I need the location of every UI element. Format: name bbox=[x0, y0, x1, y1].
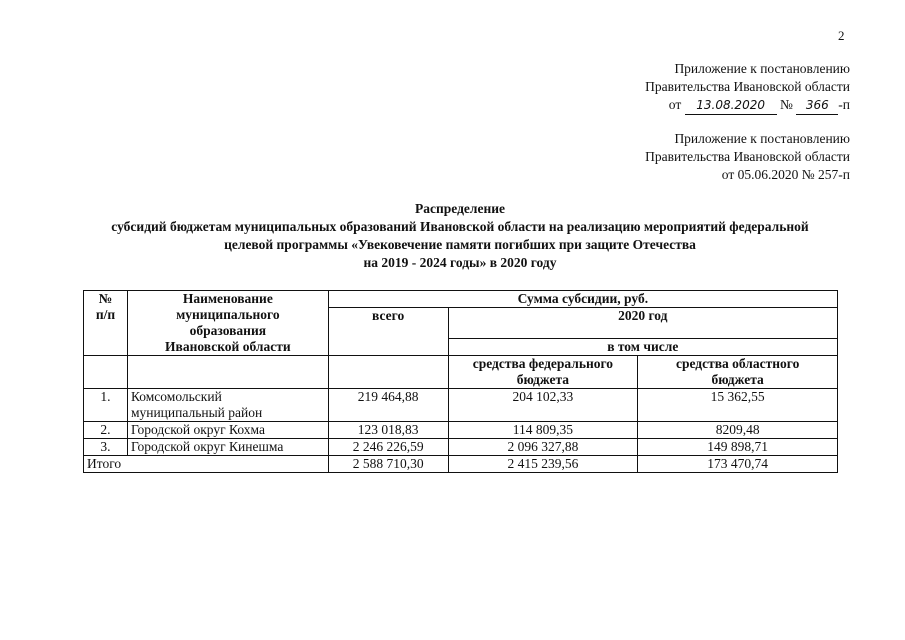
header-name-cont bbox=[127, 356, 328, 389]
row-num: 3. bbox=[84, 439, 128, 456]
totals-row bbox=[84, 456, 838, 473]
row-name: Городской округ Кинешма bbox=[127, 439, 328, 456]
totals-label: Итого bbox=[84, 456, 329, 473]
totals-total: 2 588 710,30 bbox=[328, 456, 448, 473]
row-federal: 114 809,35 bbox=[448, 422, 638, 439]
from-label: от bbox=[668, 97, 682, 112]
row-name: Городской округ Кохма bbox=[127, 422, 328, 439]
title-line4: на 2019 - 2024 годы» в 2020 году bbox=[363, 255, 557, 270]
row-regional: 8209,48 bbox=[638, 422, 838, 439]
appendix-current-line2: Правительства Ивановской области bbox=[645, 79, 850, 94]
row-num: 2. bbox=[84, 422, 128, 439]
appendix-current bbox=[645, 60, 850, 115]
title-line2: субсидий бюджетам муниципальных образований Ивановской области на реализацию мероприятий федеральной bbox=[111, 219, 809, 234]
appendix-previous-line1: Приложение к постановлению bbox=[674, 131, 850, 146]
header-year: 2020 год bbox=[448, 308, 837, 339]
handwritten-date: 13.08.2020 bbox=[685, 96, 777, 115]
document-title bbox=[60, 200, 860, 272]
title-line3: целевой программы «Увековечение памяти погибших при защите Отечества bbox=[224, 237, 696, 252]
number-label: № bbox=[780, 97, 793, 112]
header-federal: средства федерального бюджета bbox=[448, 356, 638, 389]
appendix-previous-line2: Правительства Ивановской области bbox=[645, 149, 850, 164]
row-name: Комсомольский муниципальный район bbox=[127, 389, 328, 422]
row-total: 219 464,88 bbox=[328, 389, 448, 422]
appendix-previous-line3: от 05.06.2020 № 257-п bbox=[721, 167, 850, 182]
header-total: всего bbox=[328, 308, 448, 356]
row-federal: 2 096 327,88 bbox=[448, 439, 638, 456]
table-row bbox=[84, 439, 838, 456]
header-including: в том числе bbox=[448, 339, 837, 356]
appendix-previous bbox=[645, 130, 850, 184]
table-row bbox=[84, 389, 838, 422]
subsidy-table bbox=[83, 290, 838, 473]
appendix-current-line3 bbox=[645, 96, 850, 115]
row-federal: 204 102,33 bbox=[448, 389, 638, 422]
totals-regional: 173 470,74 bbox=[638, 456, 838, 473]
row-total: 123 018,83 bbox=[328, 422, 448, 439]
page-number: 2 bbox=[838, 28, 845, 43]
handwritten-number: 366 bbox=[796, 96, 838, 115]
table-row bbox=[84, 422, 838, 439]
row-regional: 15 362,55 bbox=[638, 389, 838, 422]
totals-federal: 2 415 239,56 bbox=[448, 456, 638, 473]
header-name: Наименование муниципального образования Ивановской области bbox=[127, 291, 328, 356]
number-suffix: -п bbox=[838, 97, 850, 112]
title-line1: Распределение bbox=[414, 201, 506, 216]
header-num-cont bbox=[84, 356, 128, 389]
row-total: 2 246 226,59 bbox=[328, 439, 448, 456]
appendix-current-line1: Приложение к постановлению bbox=[674, 61, 850, 76]
row-regional: 149 898,71 bbox=[638, 439, 838, 456]
row-num: 1. bbox=[84, 389, 128, 422]
header-num: № п/п bbox=[84, 291, 128, 356]
header-total-cont bbox=[328, 356, 448, 389]
header-sum: Сумма субсидии, руб. bbox=[328, 291, 837, 308]
header-regional: средства областного бюджета bbox=[638, 356, 838, 389]
